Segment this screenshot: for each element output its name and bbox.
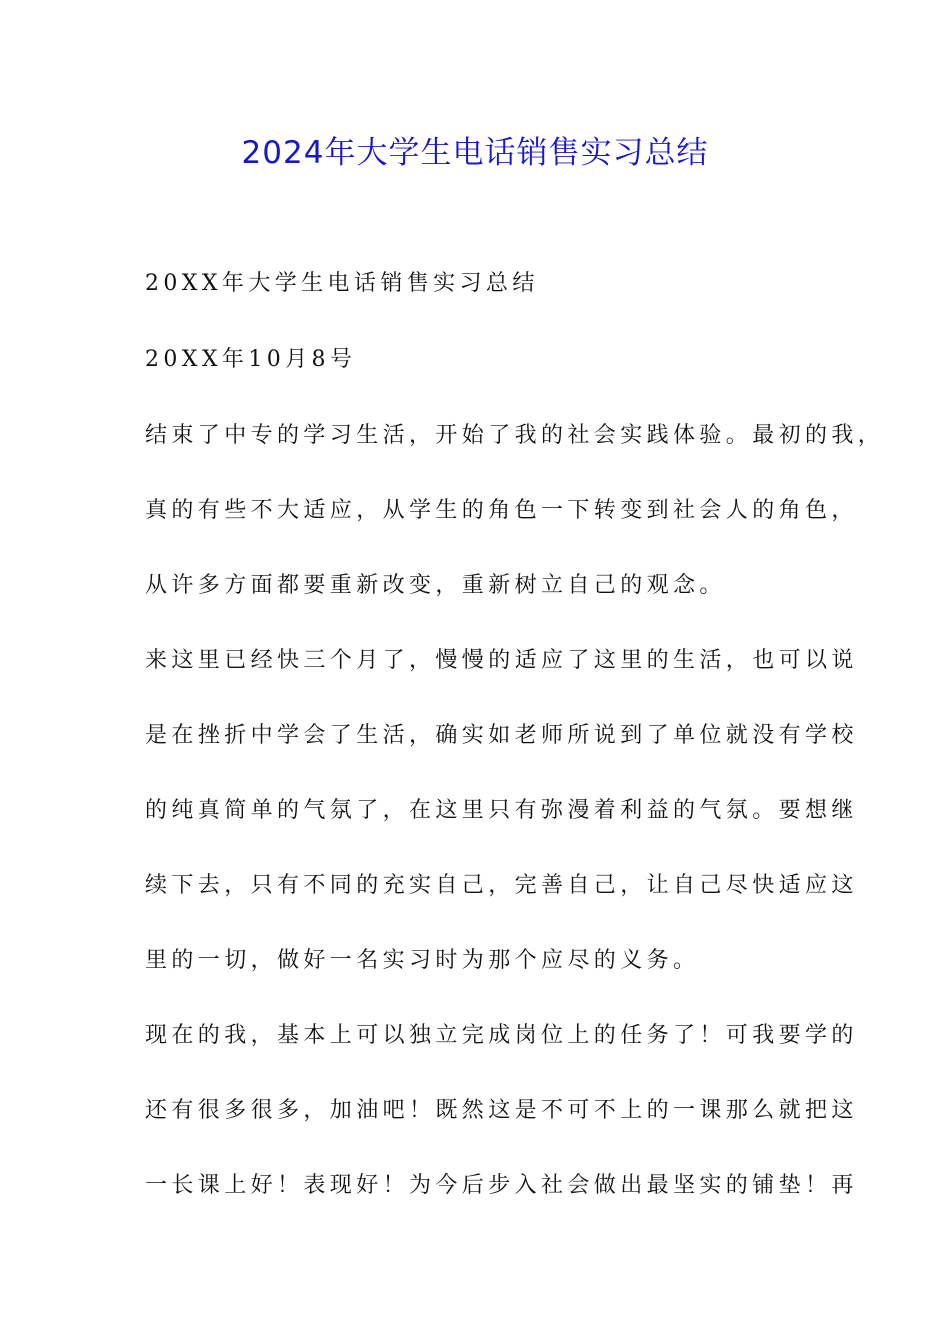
document-title: 2024年大学生电话销售实习总结 (241, 135, 709, 171)
paragraph-line: 现在的我，基本上可以独立完成岗位上的任务了！可我要学的 (145, 1023, 858, 1048)
paragraph-line: 一长课上好！表现好！为今后步入社会做出最坚实的铺垫！再 (145, 1173, 858, 1198)
paragraph-line: 里的一切，做好一名实习时为那个应尽的义务。 (145, 948, 700, 973)
paragraph-line: 还有很多很多，加油吧！既然这是不可不上的一课那么就把这 (145, 1098, 858, 1123)
doc-date-line: 20XX年10月8号 (145, 347, 357, 372)
paragraph-line: 续下去，只有不同的充实自己，完善自己，让自己尽快适应这 (145, 873, 858, 898)
paragraph-line: 真的有些不大适应，从学生的角色一下转变到社会人的角色， (145, 498, 858, 523)
paragraph-line: 从许多方面都要重新改变，重新树立自己的观念。 (145, 573, 726, 598)
paragraph-line: 结束了中专的学习生活，开始了我的社会实践体验。最初的我， (145, 423, 885, 448)
doc-heading-line: 20XX年大学生电话销售实习总结 (145, 271, 539, 296)
paragraph-line: 是在挫折中学会了生活，确实如老师所说到了单位就没有学校 (145, 723, 858, 748)
paragraph-line: 来这里已经快三个月了，慢慢的适应了这里的生活，也可以说 (145, 648, 858, 673)
paragraph-line: 的纯真简单的气氛了，在这里只有弥漫着利益的气氛。要想继 (145, 798, 858, 823)
